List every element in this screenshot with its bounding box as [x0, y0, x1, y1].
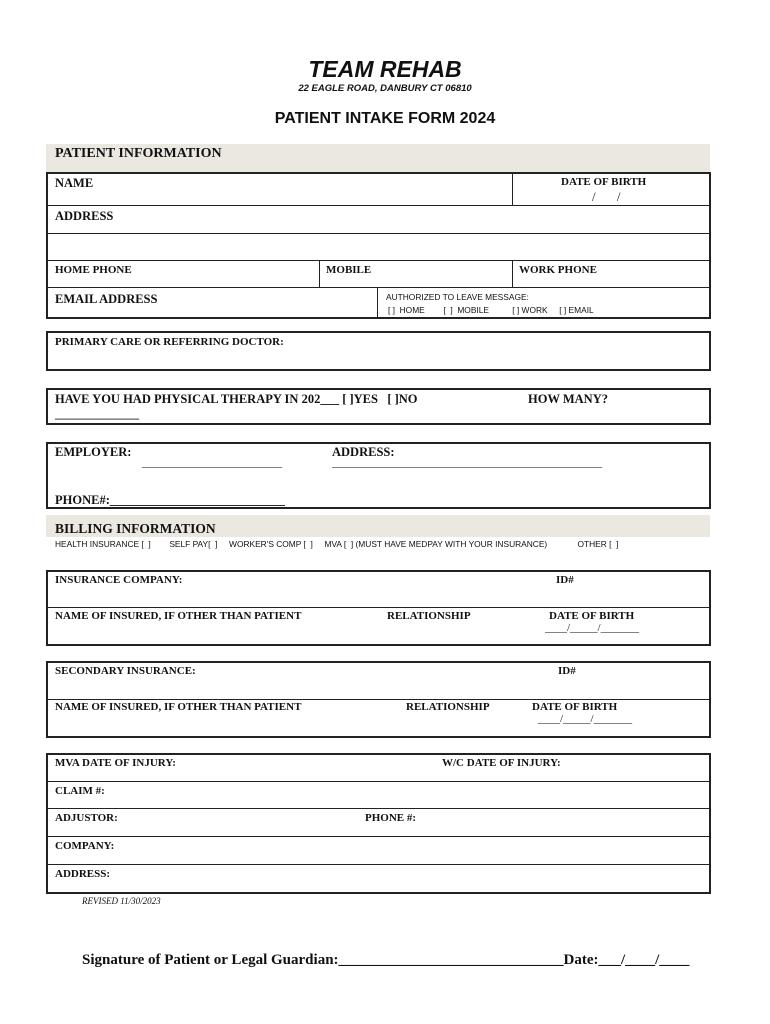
address-field-label[interactable]: ADDRESS — [55, 209, 114, 223]
authorized-message-options[interactable]: [ ] HOME [ ] MOBILE [ ] WORK [ ] EMAIL — [388, 305, 594, 315]
therapy-how-many[interactable]: HOW MANY? — [528, 392, 608, 406]
divider — [47, 233, 710, 234]
claim-address-field-label[interactable]: ADDRESS: — [55, 868, 111, 880]
clinic-name: TEAM REHAB — [308, 56, 462, 82]
authorized-message-title: AUTHORIZED TO LEAVE MESSAGE: — [386, 292, 529, 302]
insurance-company-field-label[interactable]: INSURANCE COMPANY: — [55, 574, 183, 586]
relationship-field-label[interactable]: RELATIONSHIP — [387, 610, 471, 622]
divider — [512, 260, 513, 287]
therapy-question[interactable]: HAVE YOU HAD PHYSICAL THERAPY IN 202___ [ ]YES [ ]NO — [55, 392, 418, 406]
adjustor-field-label[interactable]: ADJUSTOR: — [55, 812, 118, 824]
claim-number-field-label[interactable]: CLAIM #: — [55, 785, 105, 797]
mva-date-field-label[interactable]: MVA DATE OF INJURY: — [55, 757, 176, 769]
divider — [47, 699, 710, 700]
billing-options[interactable]: HEALTH INSURANCE [ ] SELF PAY[ ] WORKER'S COMP [ ] MVA [ ] (MUST HAVE MEDPAY WITH YOUR INSURANCE) OTHER [ ] — [55, 539, 619, 549]
divider — [47, 864, 710, 865]
divider — [47, 260, 710, 261]
adjustor-phone-field-label[interactable]: PHONE #: — [365, 812, 417, 824]
mobile-field-label[interactable]: MOBILE — [326, 264, 372, 276]
divider — [47, 781, 710, 782]
divider — [47, 808, 710, 809]
divider — [47, 607, 710, 608]
signature-line[interactable]: Signature of Patient or Legal Guardian:______________________________Date:___/____/____ — [82, 952, 690, 968]
wc-date-field-label[interactable]: W/C DATE OF INJURY: — [442, 757, 561, 769]
name-field-label[interactable]: NAME — [55, 176, 94, 190]
employer-blank: ____________________________ — [142, 458, 282, 469]
secondary-insurance-field-label[interactable]: SECONDARY INSURANCE: — [55, 665, 196, 677]
divider — [377, 287, 378, 318]
patient-info-title: PATIENT INFORMATION — [55, 146, 222, 161]
secondary-insured-dob-blank: ____/_____/_______ — [538, 713, 633, 725]
work-phone-field-label[interactable]: WORK PHONE — [519, 264, 597, 276]
dob-blank: / / — [592, 189, 621, 204]
employer-phone-field-label[interactable]: PHONE#:____________________________ — [55, 493, 285, 507]
form-title: PATIENT INTAKE FORM 2024 — [274, 110, 496, 127]
home-phone-field-label[interactable]: HOME PHONE — [55, 264, 132, 276]
email-field-label[interactable]: EMAIL ADDRESS — [55, 292, 158, 306]
doctor-field-label[interactable]: PRIMARY CARE OR REFERRING DOCTOR: — [55, 336, 284, 348]
clinic-address: 22 EAGLE ROAD, DANBURY CT 06810 — [298, 83, 472, 94]
insured-name-field-label[interactable]: NAME OF INSURED, IF OTHER THAN PATIENT — [55, 610, 302, 622]
employer-address-field-label[interactable]: ADDRESS: — [332, 445, 395, 459]
secondary-insured-dob-field-label[interactable]: DATE OF BIRTH — [532, 701, 618, 713]
insured-dob-blank: ____/_____/_______ — [545, 622, 640, 634]
secondary-insured-name-field-label[interactable]: NAME OF INSURED, IF OTHER THAN PATIENT — [55, 701, 302, 713]
insured-dob-field-label[interactable]: DATE OF BIRTH — [549, 610, 635, 622]
divider — [512, 172, 513, 205]
employer-field-label[interactable]: EMPLOYER: — [55, 445, 132, 459]
divider — [47, 287, 710, 288]
secondary-relationship-field-label[interactable]: RELATIONSHIP — [406, 701, 490, 713]
company-field-label[interactable]: COMPANY: — [55, 840, 115, 852]
divider — [47, 836, 710, 837]
insurance-id-field-label[interactable]: ID# — [556, 574, 574, 586]
secondary-id-field-label[interactable]: ID# — [558, 665, 576, 677]
divider — [319, 260, 320, 287]
billing-title: BILLING INFORMATION — [55, 521, 216, 536]
revised-date: REVISED 11/30/2023 — [82, 896, 161, 906]
dob-field-label[interactable]: DATE OF BIRTH — [561, 176, 647, 188]
employer-address-blank: ______________________________________________________ — [332, 458, 602, 469]
therapy-blank: ______________ — [55, 407, 139, 421]
divider — [47, 205, 710, 206]
